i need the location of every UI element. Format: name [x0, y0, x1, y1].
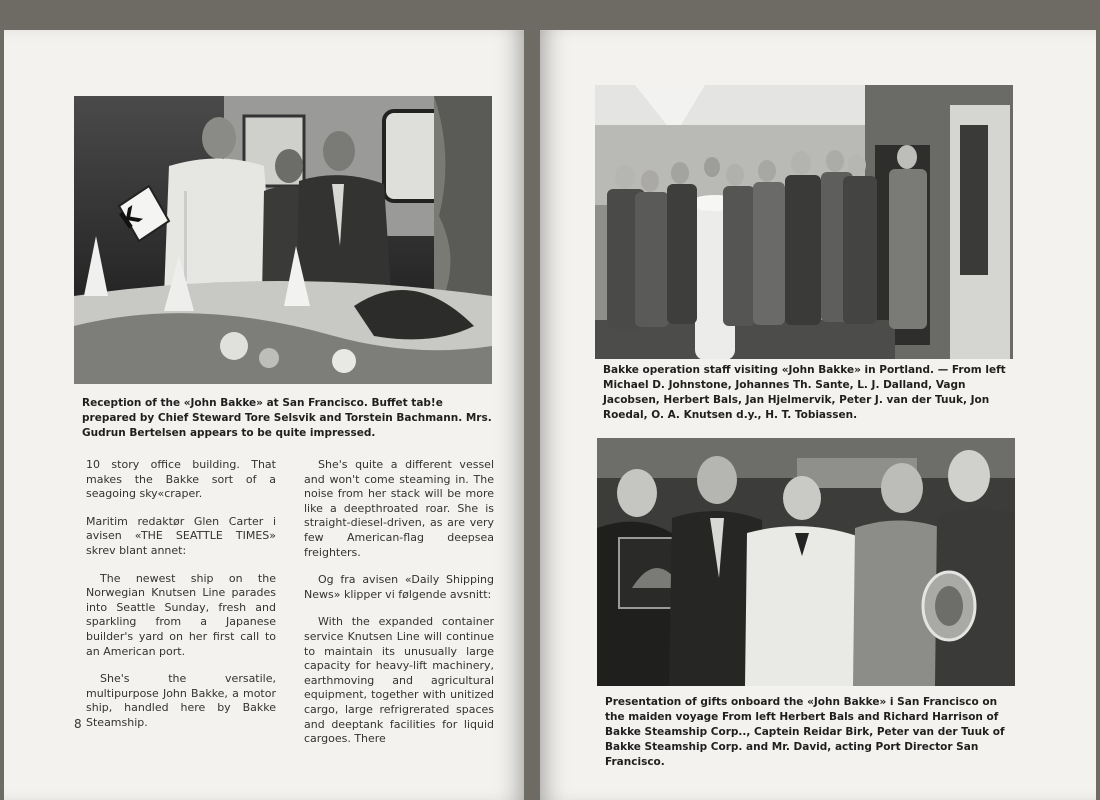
page-number: 8	[74, 717, 82, 731]
right-page	[540, 30, 1096, 800]
buffet-reception-image	[74, 96, 492, 384]
buffet-photo-caption: Reception of the «John Bakke» at San Francisco. Buffet tab!e prepared by Chief Steward Tore Selsvik and Torstein Bachmann. Mrs. Gudrun Bertelsen appears to be quite impressed.	[82, 397, 492, 439]
gift-photo-caption: Presentation of gifts onboard the «John Bakke» i San Francisco on the maiden voyage From left Herbert Bals and Richard Harrison of Bakke Steamship Corp.., Captein Reidar Birk, Peter van der Tuuk of Bakke Steamship Corp. and Mr. David, acting Port Director San Francisco.	[605, 696, 1005, 768]
column-1-paragraph-3: The newest ship on the Norwegian Knutsen Line parades into Seattle Sunday, fresh and sparkling from a Japanese builder's yard on her first call to an American port.	[86, 571, 276, 658]
left-text-column-2	[304, 458, 494, 760]
column-1-paragraph-4: She's the versatile, multipurpose John Bakke, a motor ship, handled here by Bakke Steamship.	[86, 672, 276, 729]
column-2-paragraph-1: She's quite a different vessel and won't come steaming in. The noise from her stack will be more like a deepthroated roar. She is straight-diesel-driven, as are very few American-flag deepsea freighters.	[304, 458, 494, 559]
left-page	[4, 30, 524, 800]
gift-presentation-image	[597, 438, 1015, 686]
column-2-paragraph-2: Og fra avisen «Daily Shipping News» klipper vi følgende avsnitt:	[304, 573, 494, 601]
gift-presentation-photo	[597, 438, 1015, 686]
portland-staff-photo	[595, 85, 1013, 359]
buffet-reception-photo	[74, 96, 492, 384]
flag-letter: K	[114, 201, 146, 235]
portland-staff-image	[595, 85, 1013, 359]
portland-photo-caption: Bakke operation staff visiting «John Bakke» in Portland. — From left Michael D. Johnstone, Johannes Th. Sante, L. J. Dalland, Vagn Jacobsen, Herbert Bals, Jan Hjelmervik, Peter J. van der Tuuk, Jon Roedal, O. A. Knutsen d.y., H. T. Tobiassen.	[603, 364, 1006, 421]
column-2-paragraph-3: With the expanded container service Knutsen Line will continue to maintain its unusually large capacity for heavy-lift machinery, earthmoving and agricultural equipment, together with unitized cargo, large refrigrerated spaces and deeptank facilities for liquid cargoes. There	[304, 615, 494, 746]
column-1-paragraph-1: 10 story office building. That makes the Bakke sort of a seagoing sky«craper.	[86, 458, 276, 501]
column-1-paragraph-2: Maritim redaktør Glen Carter i avisen «THE SEATTLE TIMES» skrev blant annet:	[86, 514, 276, 557]
left-text-column-1	[86, 458, 276, 744]
